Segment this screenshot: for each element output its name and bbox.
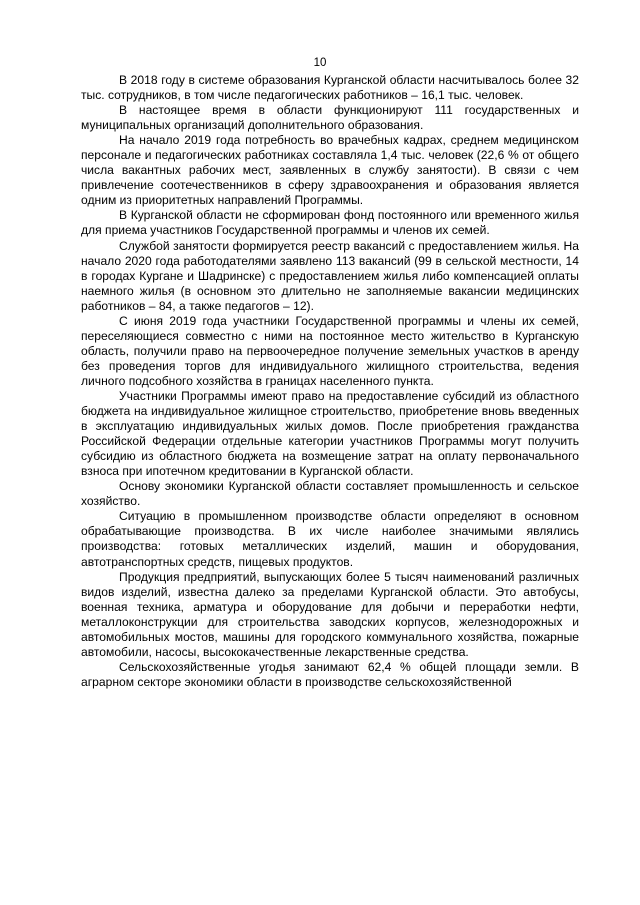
paragraph-staff-demand: На начало 2019 года потребность во врачебных кадрах, среднем медицинском персонале и педагогических работниках составляла 1,4 тыс. человек (22,6 % от общего числа вакантных рабочих мест, заявленных в службу занятости). В связи с чем привлечение соотечественников в сферу здравоохранения и образования является одним из приоритетных направлений Программы. xyxy=(81,133,579,208)
paragraph-subsidies: Участники Программы имеют право на предоставление субсидий из областного бюджета на индивидуальное жилищное строительство, приобретение вновь введенных в эксплуатацию индивидуальных жилых домов. После приобретения гражданства Российской Федерации отдельные категории участников Программы могут получить субсидию из областного бюджета на возмещение затрат на оплату первоначального взноса при ипотечном кредитовании в Курганской области. xyxy=(81,388,579,479)
paragraph-enterprise-products: Продукция предприятий, выпускающих более 5 тысяч наименований различных видов изделий, известна далеко за пределами Курганской области. Это автобусы, военная техника, арматура и оборудование для добычи и переработки нефти, металлоконструкции для строительства заводских корпусов, железнодорожных и автомобильных мостов, машины для городского коммунального хозяйства, пожарные автомобили, насосы, высококачественные лекарственные средства. xyxy=(81,569,579,659)
document-body xyxy=(81,73,579,690)
paragraph-industrial-production: Ситуацию в промышленном производстве области определяют в основном обрабатывающие производства. В их числе наиболее значимыми являлись производства: готовых металлических изделий, машин и оборудования, автотранспортных средств, пищевых продуктов. xyxy=(81,509,579,569)
paragraph-land-plots: С июня 2019 года участники Государственной программы и члены их семей, переселяющиеся совместно с ними на постоянное место жительство в Курганскую область, получили право на первоочередное получение земельных участков в аренду без проведения торгов для индивидуального жилищного строительства, ведения личного подсобного хозяйства в границах населенного пункта. xyxy=(81,313,579,388)
page-number: 10 xyxy=(313,57,327,69)
paragraph-education-staff: В 2018 году в системе образования Курганской области насчитывалось более 32 тыс. сотрудников, в том числе педагогических работников – 16,1 тыс. человек. xyxy=(81,73,579,103)
paragraph-vacancy-registry: Службой занятости формируется реестр вакансий с предоставлением жилья. На начало 2020 года работодателями заявлено 113 вакансий (99 в сельской местности, 14 в городах Кургане и Шадринске) с предоставлением жилья либо компенсацией оплаты наемного жилья (в основном это длительно не заполняемые вакансии медицинских работников – 84, а также педагогов – 12). xyxy=(81,238,579,313)
paragraph-economy-basis: Основу экономики Курганской области составляет промышленность и сельское хозяйство. xyxy=(81,479,579,509)
paragraph-housing-fund: В Курганской области не сформирован фонд постоянного или временного жилья для приема участников Государственной программы и членов их семей. xyxy=(81,208,579,238)
paragraph-agricultural-land: Сельскохозяйственные угодья занимают 62,4 % общей площади земли. В аграрном секторе экономики области в производстве сельскохозяйственной xyxy=(81,659,579,689)
paragraph-additional-education: В настоящее время в области функционируют 111 государственных и муниципальных организаций дополнительного образования. xyxy=(81,103,579,133)
